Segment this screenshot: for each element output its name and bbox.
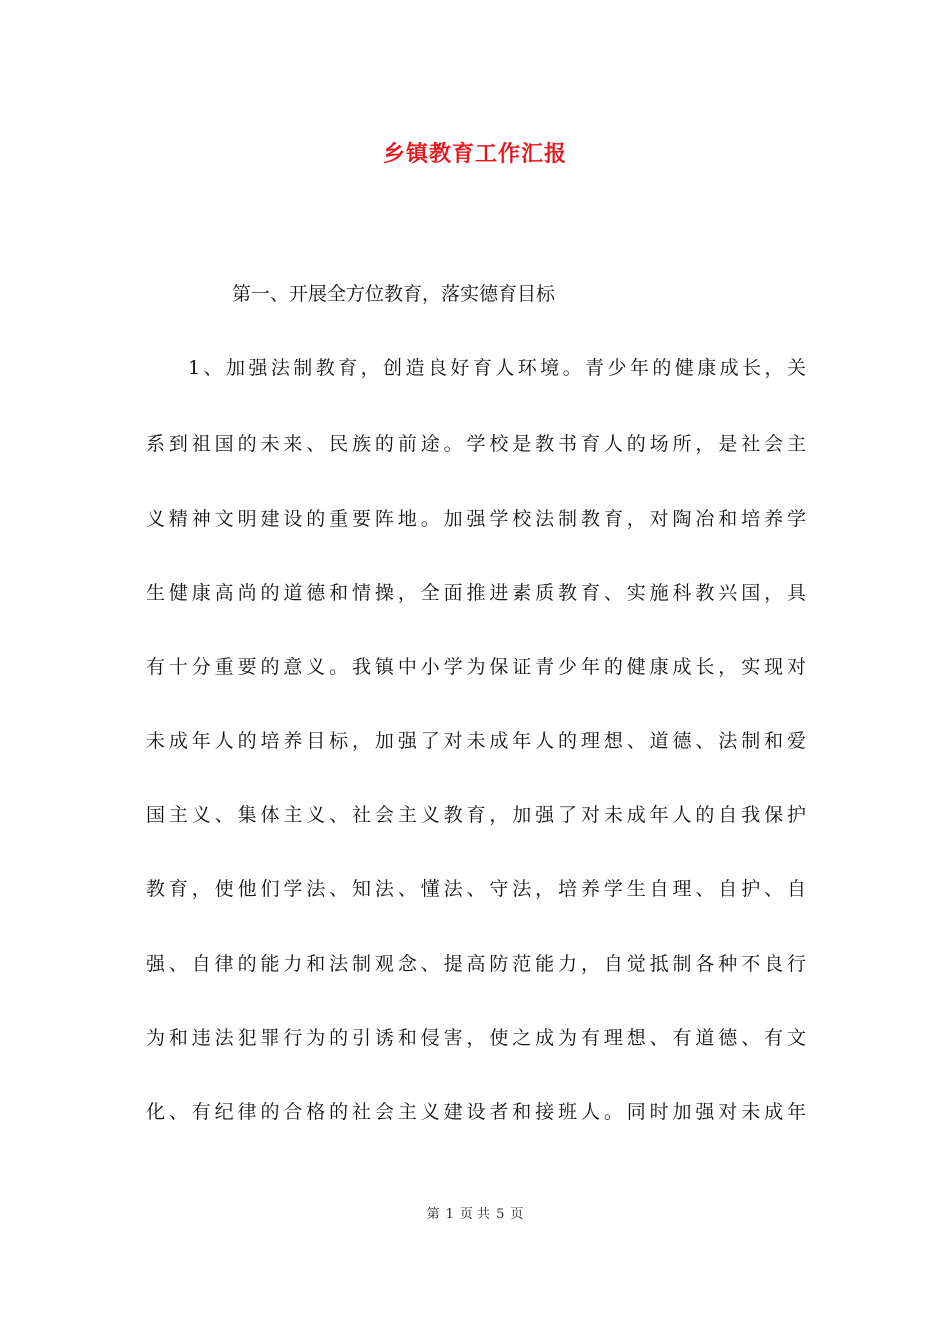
body-line: 义精神文明建设的重要阵地。加强学校法制教育，对陶冶和培养学 xyxy=(146,508,806,530)
body-line: 生健康高尚的道德和情操，全面推进素质教育、实施科教兴国，具 xyxy=(146,582,806,604)
body-line: 强、自律的能力和法制观念、提高防范能力，自觉抵制各种不良行 xyxy=(146,953,806,975)
body-line: 未成年人的培养目标，加强了对未成年人的理想、道德、法制和爱 xyxy=(146,730,806,752)
body-line: 1、加强法制教育，创造良好育人环境。青少年的健康成长，关 xyxy=(188,357,806,379)
document-title: 乡镇教育工作汇报 xyxy=(382,141,567,167)
page-footer xyxy=(0,1205,950,1225)
body-line: 系到祖国的未来、民族的前途。学校是教书育人的场所，是社会主 xyxy=(146,433,806,455)
current-page-number: 1 xyxy=(445,1207,454,1222)
body-line: 国主义、集体主义、社会主义教育，加强了对未成年人的自我保护 xyxy=(146,804,806,826)
total-pages-number: 5 xyxy=(496,1207,505,1222)
footer-mid: 页 共 xyxy=(459,1207,491,1222)
body-line: 为和违法犯罪行为的引诱和侵害，使之成为有理想、有道德、有文 xyxy=(146,1027,806,1049)
footer-suffix: 页 xyxy=(510,1207,524,1222)
body-line: 化、有纪律的合格的社会主义建设者和接班人。同时加强对未成年 xyxy=(146,1101,806,1123)
body-line: 教育，使他们学法、知法、懂法、守法，培养学生自理、自护、自 xyxy=(146,878,806,900)
section-heading: 第一、开展全方位教育，落实德育目标 xyxy=(232,283,556,305)
body-line: 有十分重要的意义。我镇中小学为保证青少年的健康成长，实现对 xyxy=(146,656,806,678)
footer-prefix: 第 xyxy=(426,1207,440,1222)
